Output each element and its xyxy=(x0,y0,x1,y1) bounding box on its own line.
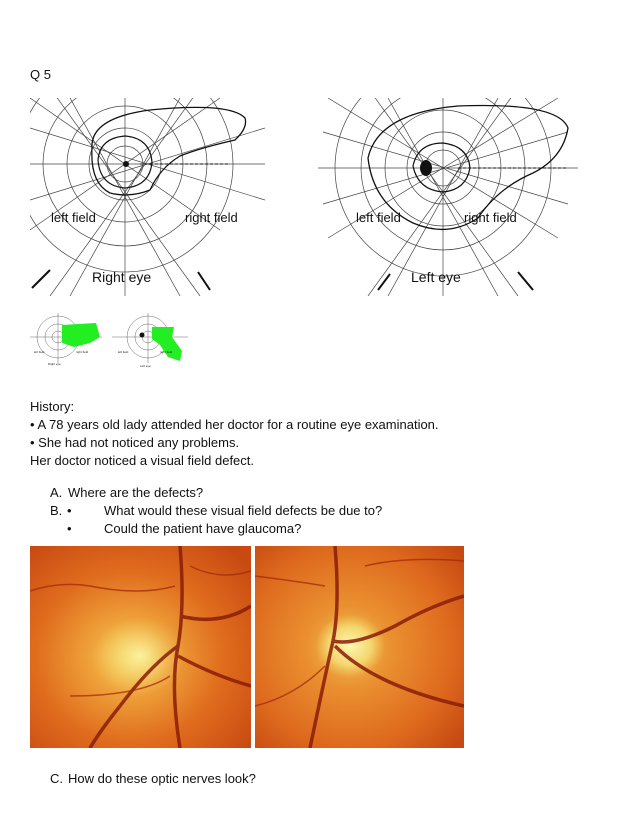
thumb-right-eye-label: Right eye xyxy=(48,362,61,366)
question-number: Q 5 xyxy=(30,67,51,82)
thumb-right-right-field-label: right field xyxy=(76,350,89,354)
right-optic-nerve-fundus-photo xyxy=(30,546,251,748)
history-heading: History: xyxy=(30,399,75,414)
history-note: Her doctor noticed a visual field defect. xyxy=(30,453,255,468)
history-bullet-2: • She had not noticed any problems. xyxy=(30,435,240,450)
question-b-marker: B. xyxy=(50,503,63,518)
question-c-text: How do these optic nerves look? xyxy=(68,771,256,786)
right-eye-visual-field-chart xyxy=(30,98,265,296)
left-eye-visual-field-chart xyxy=(318,98,608,296)
question-c-marker: C. xyxy=(50,771,63,786)
question-b-item-1: What would these visual field defects be due to? xyxy=(104,503,383,518)
right-eye-field-defect-thumbnail xyxy=(30,313,102,371)
left-chart-left-field-label: left field xyxy=(356,210,401,225)
history-bullet-1: • A 78 years old lady attended her doctor for a routine eye examination. xyxy=(30,417,439,432)
right-chart-left-field-label: left field xyxy=(51,210,96,225)
thumb-left-eye-label: Left eye xyxy=(140,364,151,368)
bullet-icon: • xyxy=(67,521,72,536)
right-chart-eye-label: Right eye xyxy=(92,269,152,285)
question-a-marker: A. xyxy=(50,485,63,500)
thumb-right-left-field-label: left field xyxy=(34,350,45,354)
left-eye-field-defect-thumbnail xyxy=(112,313,188,373)
bullet-icon: • xyxy=(67,503,72,518)
left-chart-eye-label: Left eye xyxy=(411,269,461,285)
left-chart-right-field-label: right field xyxy=(464,210,517,225)
left-optic-nerve-fundus-photo xyxy=(255,546,464,748)
thumb-left-right-field-label: right field xyxy=(160,350,173,354)
question-b-item-2: Could the patient have glaucoma? xyxy=(104,521,302,536)
thumb-left-left-field-label: left field xyxy=(118,350,129,354)
question-a-text: Where are the defects? xyxy=(68,485,204,500)
right-chart-right-field-label: right field xyxy=(185,210,238,225)
